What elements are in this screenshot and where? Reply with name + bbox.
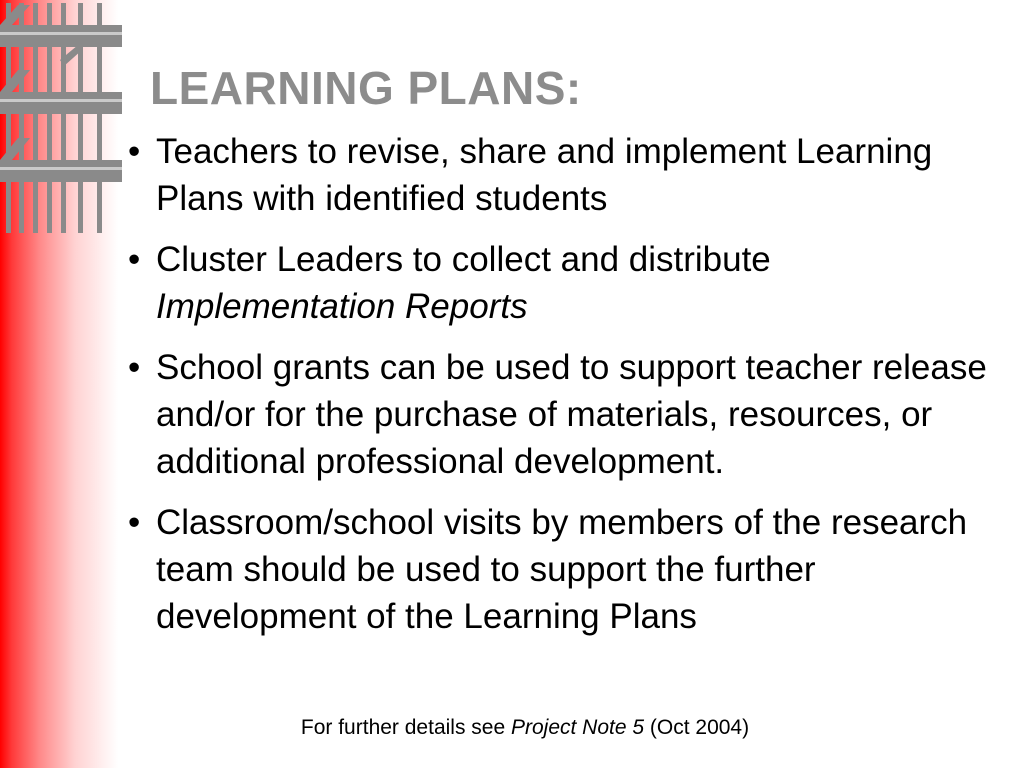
- bullet-item: [128, 236, 1008, 330]
- bullet-dot-icon: •: [128, 348, 141, 387]
- bullet-dot-icon: •: [128, 132, 141, 171]
- footnote-prefix: For further details see: [300, 716, 511, 739]
- bullet-text: School grants can be used to support teacher release and/or for the purchase of materials, resources, or additional professional development.: [156, 348, 987, 481]
- footnote-reference: Project Note 5: [510, 716, 645, 739]
- bullet-item: [128, 499, 1008, 640]
- bullet-text: Classroom/school visits by members of the research team should be used to support the further development of the Learning Plans: [156, 503, 968, 636]
- footnote: [0, 713, 1024, 743]
- bullet-text: Teachers to revise, share and implement Learning Plans with identified students: [156, 132, 933, 218]
- bullet-item: [128, 128, 1008, 222]
- bullet-dot-icon: •: [128, 240, 141, 279]
- bullet-dot-icon: •: [128, 503, 141, 542]
- building-scaffold-graphic: [0, 0, 125, 240]
- bullet-text: Cluster Leaders to collect and distribute: [156, 240, 771, 279]
- slide-title: LEARNING PLANS:: [150, 62, 582, 114]
- bullet-list: [128, 128, 1008, 654]
- footnote-suffix: (Oct 2004): [644, 716, 750, 739]
- bullet-item: [128, 344, 1008, 485]
- bullet-italic-text: Implementation Reports: [156, 287, 528, 326]
